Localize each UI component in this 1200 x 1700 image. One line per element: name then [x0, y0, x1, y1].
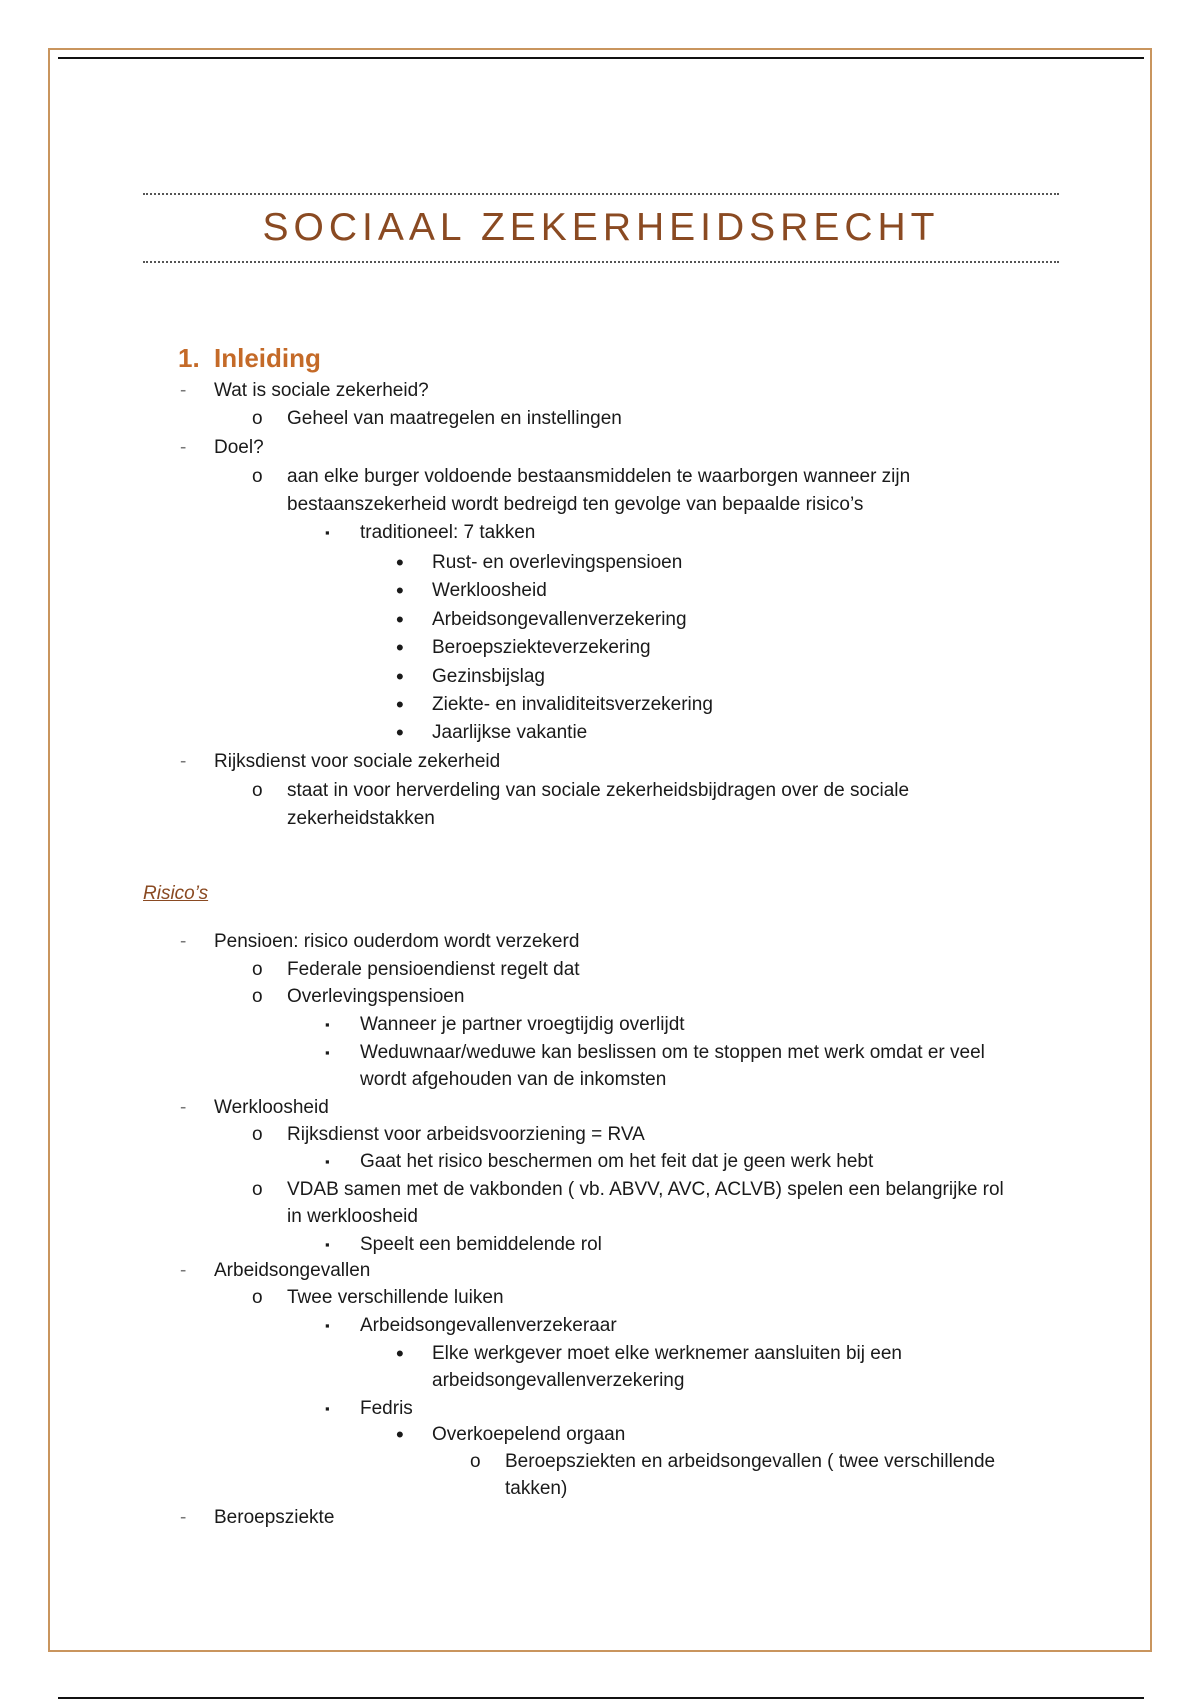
round-bullet: • [396, 664, 404, 689]
dash-bullet: - [180, 751, 187, 772]
branch-item: Werkloosheid [432, 580, 547, 601]
list-item-continued: in werkloosheid [287, 1206, 418, 1227]
dash-bullet: - [180, 931, 187, 952]
list-item: Speelt een bemiddelende rol [360, 1234, 602, 1255]
list-item: staat in voor herverdeling van sociale zekerheidsbijdragen over de sociale [287, 780, 910, 801]
circle-bullet: o [252, 986, 263, 1007]
branch-item: Ziekte- en invaliditeitsverzekering [432, 694, 713, 715]
list-item-continued: wordt afgehouden van de inkomsten [360, 1069, 667, 1090]
square-bullet: ▪ [325, 1154, 330, 1169]
circle-bullet: o [252, 408, 263, 429]
list-item: Rijksdienst voor sociale zekerheid [214, 751, 501, 772]
list-item: Gaat het risico beschermen om het feit dat je geen werk hebt [360, 1151, 874, 1172]
list-item: Pensioen: risico ouderdom wordt verzekerd [214, 931, 580, 952]
square-bullet: ▪ [325, 525, 330, 540]
list-item: VDAB samen met de vakbonden ( vb. ABVV, AVC, ACLVB) spelen een belangrijke rol [287, 1179, 1004, 1200]
section-number: 1. [178, 343, 200, 373]
list-item: Fedris [360, 1398, 413, 1419]
branch-item: Gezinsbijslag [432, 666, 545, 687]
circle-bullet: o [252, 1124, 263, 1145]
list-item: Weduwnaar/weduwe kan beslissen om te stoppen met werk omdat er veel [360, 1042, 985, 1063]
list-item-continued: bestaanszekerheid wordt bedreigd ten gevolge van bepaalde risico’s [287, 494, 864, 515]
square-bullet: ▪ [325, 1401, 330, 1416]
circle-bullet: o [252, 1179, 263, 1200]
document-title: SOCIAAL ZEKERHEIDSRECHT [262, 206, 940, 249]
list-item: Federale pensioendienst regelt dat [287, 959, 580, 980]
circle-bullet: o [252, 780, 263, 801]
dash-bullet: - [180, 380, 187, 401]
round-bullet: • [396, 578, 404, 603]
list-item: Elke werkgever moet elke werknemer aansluiten bij een [432, 1343, 902, 1364]
list-item: Wat is sociale zekerheid? [214, 380, 429, 401]
list-item: aan elke burger voldoende bestaansmiddelen te waarborgen wanneer zijn [287, 466, 911, 487]
circle-bullet: o [252, 959, 263, 980]
dash-bullet: - [180, 1097, 187, 1118]
circle-bullet: o [252, 1287, 263, 1308]
branch-item: Beroepsziekteverzekering [432, 637, 651, 658]
list-item-continued: arbeidsongevallenverzekering [432, 1370, 685, 1391]
list-item: Overlevingspensioen [287, 986, 465, 1007]
list-item: Arbeidsongevallen [214, 1260, 371, 1281]
round-bullet: • [396, 550, 404, 575]
branch-item: Jaarlijkse vakantie [432, 722, 588, 743]
dash-bullet: - [180, 437, 187, 458]
list-item: Twee verschillende luiken [287, 1287, 504, 1308]
branch-item: Arbeidsongevallenverzekering [432, 609, 687, 630]
list-item: traditioneel: 7 takken [360, 522, 536, 543]
square-bullet: ▪ [325, 1045, 330, 1060]
round-bullet: • [396, 635, 404, 660]
section-heading [178, 341, 321, 375]
list-item-continued: takken) [505, 1478, 568, 1499]
round-bullet: • [396, 692, 404, 717]
round-bullet: • [396, 720, 404, 745]
square-bullet: ▪ [325, 1318, 330, 1333]
list-item: Doel? [214, 437, 264, 458]
list-item: Beroepsziekten en arbeidsongevallen ( twee verschillende [505, 1451, 996, 1472]
risks-heading: Risico’s [143, 883, 209, 904]
list-item: Werkloosheid [214, 1097, 329, 1118]
list-item-continued: zekerheidstakken [287, 808, 435, 829]
list-item: Geheel van maatregelen en instellingen [287, 408, 622, 429]
branch-item: Rust- en overlevingspensioen [432, 552, 683, 573]
list-item: Rijksdienst voor arbeidsvoorziening = RVA [287, 1124, 645, 1145]
dash-bullet: - [180, 1507, 187, 1528]
square-bullet: ▪ [325, 1237, 330, 1252]
circle-bullet: o [470, 1451, 481, 1472]
dash-bullet: - [180, 1260, 187, 1281]
round-bullet: • [396, 607, 404, 632]
list-item: Arbeidsongevallenverzekeraar [360, 1315, 617, 1336]
section-title: Inleiding [214, 343, 321, 373]
square-bullet: ▪ [325, 1017, 330, 1032]
round-bullet: • [396, 1341, 404, 1366]
circle-bullet: o [252, 466, 263, 487]
round-bullet: • [396, 1422, 404, 1447]
list-item: Overkoepelend orgaan [432, 1424, 626, 1445]
list-item: Wanneer je partner vroegtijdig overlijdt [360, 1014, 685, 1035]
list-item: Beroepsziekte [214, 1507, 335, 1528]
